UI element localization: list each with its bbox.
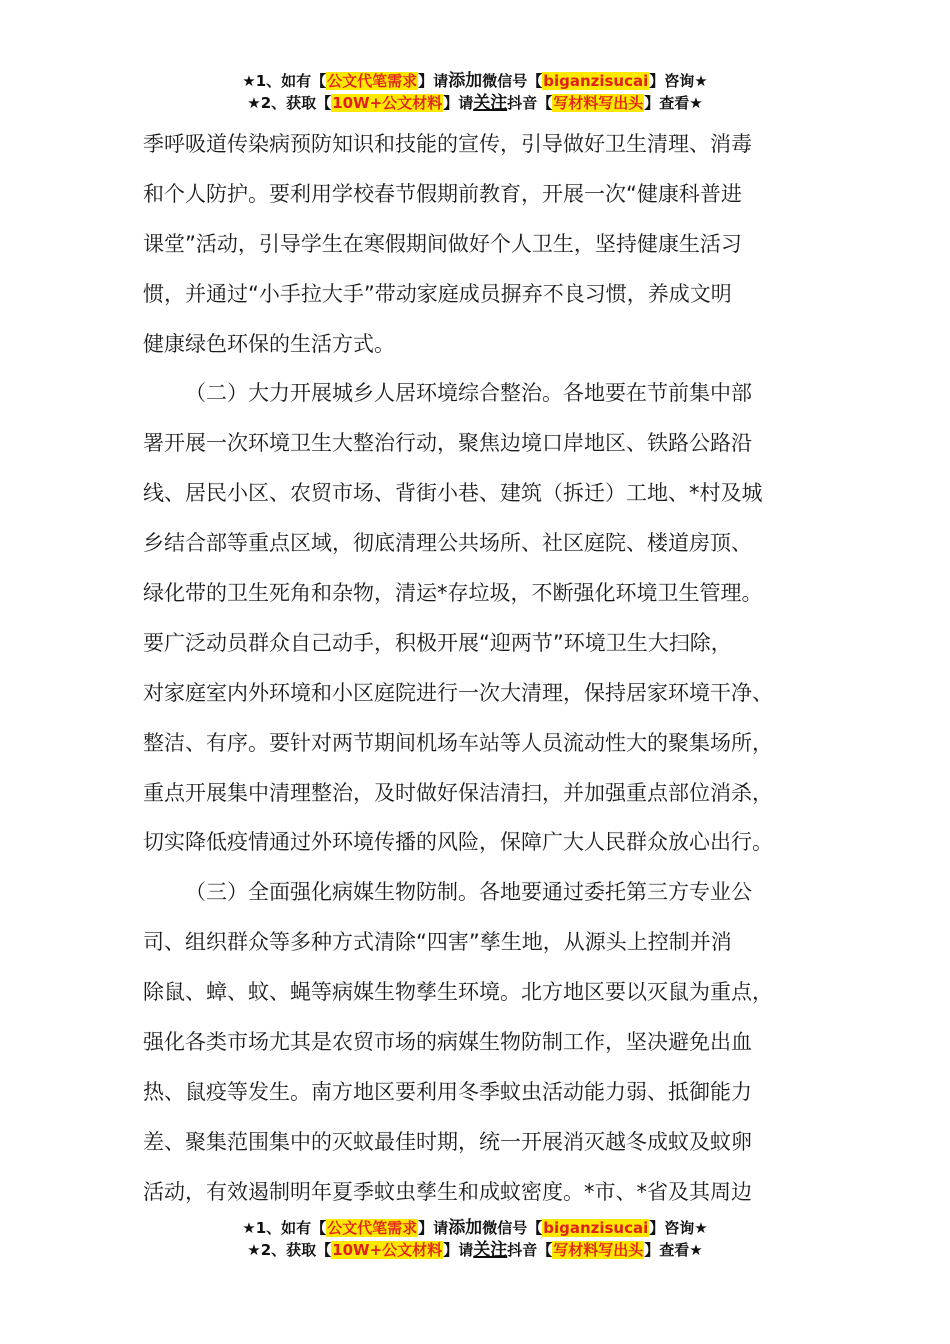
- body-line: 署开展一次环境卫生大整治行动，聚焦边境口岸地区、铁路公路沿: [143, 431, 752, 456]
- banner-text: 】查看★: [644, 1241, 703, 1259]
- body-line: 课堂”活动，引导学生在寒假期间做好个人卫生，坚持健康生活习: [143, 231, 742, 256]
- footer-banner: [0, 1218, 950, 1262]
- body-line: 要广泛动员群众自己动手，积极开展“迎两节”环境卫生大扫除，: [143, 630, 732, 655]
- header-banner-line-1: [0, 71, 950, 93]
- section-heading-line: （二）大力开展城乡人居环境综合整治。各地要在节前集中部: [185, 381, 752, 406]
- body-line: 季呼吸道传染病预防知识和技能的宣传，引导做好卫生清理、消毒: [143, 132, 752, 156]
- banner-text: 微信号【: [482, 1219, 543, 1237]
- banner-text: 】查看★: [644, 94, 703, 112]
- body-line: 强化各类市场尤其是农贸市场的病媒生物防制工作，坚决避免出血: [143, 1030, 752, 1055]
- banner-emphasis: 关注: [473, 1240, 508, 1260]
- banner-text: 】请: [418, 1219, 449, 1237]
- banner-text: 】请: [443, 94, 474, 112]
- banner-text: 微信号【: [482, 72, 543, 90]
- banner-text: 抖音【: [507, 94, 553, 112]
- banner-text: 】咨询★: [649, 1219, 708, 1237]
- body-line: 活动，有效遏制明年夏季蚊虫孳生和成蚊密度。*市、*省及其周边: [143, 1179, 752, 1204]
- body-line: 健康绿色环保的生活方式。: [143, 331, 395, 356]
- highlight-douyin-account: 写材料写出头: [553, 94, 644, 112]
- banner-text: ★1、如有【: [242, 1219, 327, 1237]
- banner-text: ★2、获取【: [247, 1241, 332, 1259]
- banner-text: 】咨询★: [649, 72, 708, 90]
- body-line: 差、聚集范围集中的灭蚊最佳时期，统一开展消灭越冬成蚊及蚊卵: [143, 1129, 752, 1154]
- body-line: 绿化带的卫生死角和杂物，清运*存垃圾，不断强化环境卫生管理。: [143, 581, 763, 606]
- body-line: 乡结合部等重点区域，彻底清理公共场所、社区庭院、楼道房顶、: [143, 531, 752, 556]
- banner-emphasis: 添加: [448, 1218, 483, 1238]
- footer-banner-line-1: [0, 1218, 950, 1240]
- document-body: [143, 127, 843, 1225]
- header-banner: [0, 71, 950, 115]
- body-line: 惯，并通过“小手拉大手”带动家庭成员摒弃不良习惯，养成文明: [143, 281, 732, 306]
- highlight-wechat-id: biganzisucai: [543, 72, 649, 90]
- highlight-ghostwriting: 公文代笔需求: [327, 1219, 418, 1237]
- section-heading-line: （三）全面强化病媒生物防制。各地要通过委托第三方专业公: [185, 880, 752, 905]
- body-line: 热、鼠疫等发生。南方地区要利用冬季蚊虫活动能力弱、抵御能力: [143, 1079, 752, 1104]
- banner-emphasis: 添加: [448, 71, 483, 91]
- banner-text: 】请: [443, 1241, 474, 1259]
- body-line: 对家庭室内外环境和小区庭院进行一次大清理，保持居家环境干净、: [143, 680, 773, 705]
- highlight-wechat-id: biganzisucai: [543, 1219, 649, 1237]
- banner-text: ★2、获取【: [247, 94, 332, 112]
- banner-text: 】请: [418, 72, 449, 90]
- highlight-materials: 10W+公文材料: [332, 1241, 443, 1259]
- body-line: 线、居民小区、农贸市场、背街小巷、建筑（拆迁）工地、*村及城: [143, 481, 763, 506]
- body-line: 切实降低疫情通过外环境传播的风险，保障广大人民群众放心出行。: [143, 830, 773, 855]
- body-line: 除鼠、蟑、蚊、蝇等病媒生物孳生环境。北方地区要以灭鼠为重点，: [143, 980, 773, 1005]
- header-banner-line-2: [0, 93, 950, 115]
- banner-emphasis: 关注: [473, 93, 508, 113]
- body-line: 重点开展集中清理整治，及时做好保洁清扫，并加强重点部位消杀，: [143, 780, 773, 805]
- body-line: 司、组织群众等多种方式清除“四害”孳生地，从源头上控制并消: [143, 930, 732, 955]
- highlight-ghostwriting: 公文代笔需求: [327, 72, 418, 90]
- highlight-materials: 10W+公文材料: [332, 94, 443, 112]
- body-line: 和个人防护。要利用学校春节假期前教育，开展一次“健康科普进: [143, 181, 742, 206]
- banner-text: ★1、如有【: [242, 72, 327, 90]
- footer-banner-line-2: [0, 1240, 950, 1262]
- highlight-douyin-account: 写材料写出头: [553, 1241, 644, 1259]
- banner-text: 抖音【: [507, 1241, 553, 1259]
- body-line: 整洁、有序。要针对两节期间机场车站等人员流动性大的聚集场所，: [143, 730, 773, 755]
